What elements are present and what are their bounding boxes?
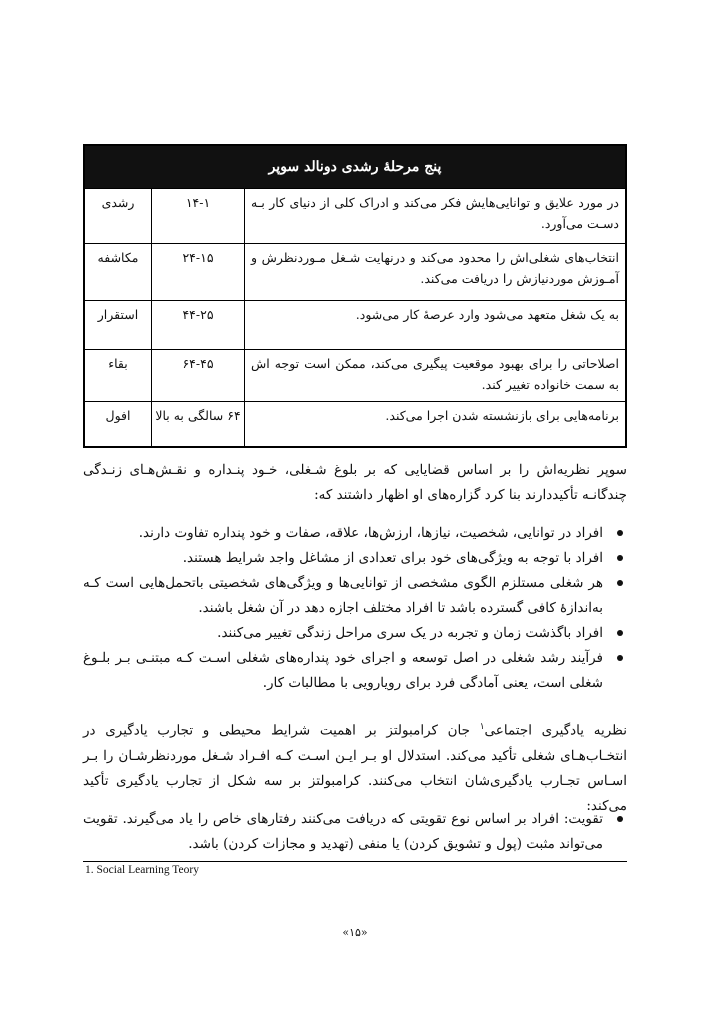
list-item-text: هر شغلی مستلزم الگوی مشخصی از توانایی‌ها و ویژگی‌های شخصیتی باتحمل‌هایی است کـه به‌اندازۀ کافی گسترده باشد تا افراد مختلف اجازه دهد در آن شغل باشند. [83,575,603,616]
list-item [83,571,627,621]
list-item-text: افراد با توجه به ویژگی‌های خود برای تعدادی از مشاغل واجد شرایط هستند. [182,550,603,566]
bullet-icon [617,580,623,586]
page-number: «۱۵» [342,926,368,939]
table-row [84,189,626,244]
row-description: اصلاحاتی را برای بهبود موقعیت پیگیری می‌کند، ممکن است توجه اش به سمت خانواده تغییر کند. [245,350,627,402]
paragraph-start: نظریه یادگیری اجتماعی [484,722,627,739]
row-stage: استقرار [84,301,152,350]
bullet-list-super [83,521,627,696]
paragraph-rest: جان کرامبولتز بر اهمیت شرایط محیطی و تجارب یادگیری در انتخـاب‌هـای شغلی تأکید می‌کند. استدلال او بـر ایـن اسـت کـه افـراد شـغل موردنظرشـان را بـر اسـاس تجـارب یادگیری‌شان انتخاب می‌کنند. کرامبولتز بر سه شکل از تجارب یادگیری تأکید می‌کند: [83,722,627,814]
bullet-icon [617,555,623,561]
row-age: ۴۴-۲۵ [152,301,245,350]
table-row [84,301,626,350]
table-row [84,350,626,402]
row-description: برنامه‌هایی برای بازنشسته شدن اجرا می‌کند. [245,402,627,448]
list-item [83,621,627,646]
list-item-text: افراد باگذشت زمان و تجربه در یک سری مراحل زندگی تغییر می‌کنند. [217,625,603,641]
bullet-list-krumboltz [83,807,627,857]
row-age: ۱۴-۱ [152,189,245,244]
row-description: در مورد علایق و توانایی‌هایش فکر می‌کند و ادراک کلی از دنیای کار بـه دسـت می‌آورد. [245,189,627,244]
list-item-text: افراد در توانایی، شخصیت، نیازها، ارزش‌ها، علاقه، صفات و خود پنداره تفاوت دارند. [138,525,603,541]
paragraph-super-theory: سوپر نظریه‌اش را بر اساس قضایایی که بر بلوغ شـغلی، خـود پنـداره و نقـش‌هـای زنـدگی چندگانـه تأکیددارند بنا کرد گزاره‌های او اظهار داشتند که: [83,462,627,503]
paragraph-krumboltz-theory [83,715,627,819]
footnote-marker: ۱ [479,722,485,732]
list-item-text: تقویت: افراد بر اساس نوع تقویتی که دریافت می‌کنند رفتارهای خاص را یاد می‌گیرند. تقویت می‌تواند مثبت (پول و تشویق کردن) یا منفی (تهدید و مجازات کردن) باشد. [83,811,603,852]
bullet-icon [617,630,623,636]
row-stage: افول [84,402,152,448]
footnote-divider [83,861,627,862]
table-row [84,244,626,301]
row-stage: بقاء [84,350,152,402]
list-item [83,807,627,857]
row-stage: مکاشفه [84,244,152,301]
row-age: ۶۴ سالگی به بالا [152,402,245,448]
list-item [83,546,627,571]
row-age: ۶۴-۴۵ [152,350,245,402]
row-age: ۲۴-۱۵ [152,244,245,301]
list-item [83,646,627,696]
list-item [83,521,627,546]
bullet-icon [617,816,623,822]
row-stage: رشدی [84,189,152,244]
table-title: پنج مرحلۀ رشدی دونالد سوپر [84,145,626,189]
row-description: به یک شغل متعهد می‌شود وارد عرصۀ کار می‌شود. [245,301,627,350]
footnote: 1. Social Learning Teory [85,864,199,876]
bullet-icon [617,655,623,661]
row-description: انتخاب‌های شغلی‌اش را محدود می‌کند و درنهایت شـغل مـوردنظرش و آمـوزش موردنیازش را دریافت می‌کند. [245,244,627,301]
super-stages-table [83,144,627,448]
list-item-text: فرآیند رشد شغلی در اصل توسعه و اجرای خود پنداره‌های شغلی اسـت کـه مبتنـی بـر بلـوغ شغلی است، یعنی آمادگی فرد برای رویارویی با مطالبات کار. [83,650,603,691]
table-row [84,402,626,448]
bullet-icon [617,530,623,536]
